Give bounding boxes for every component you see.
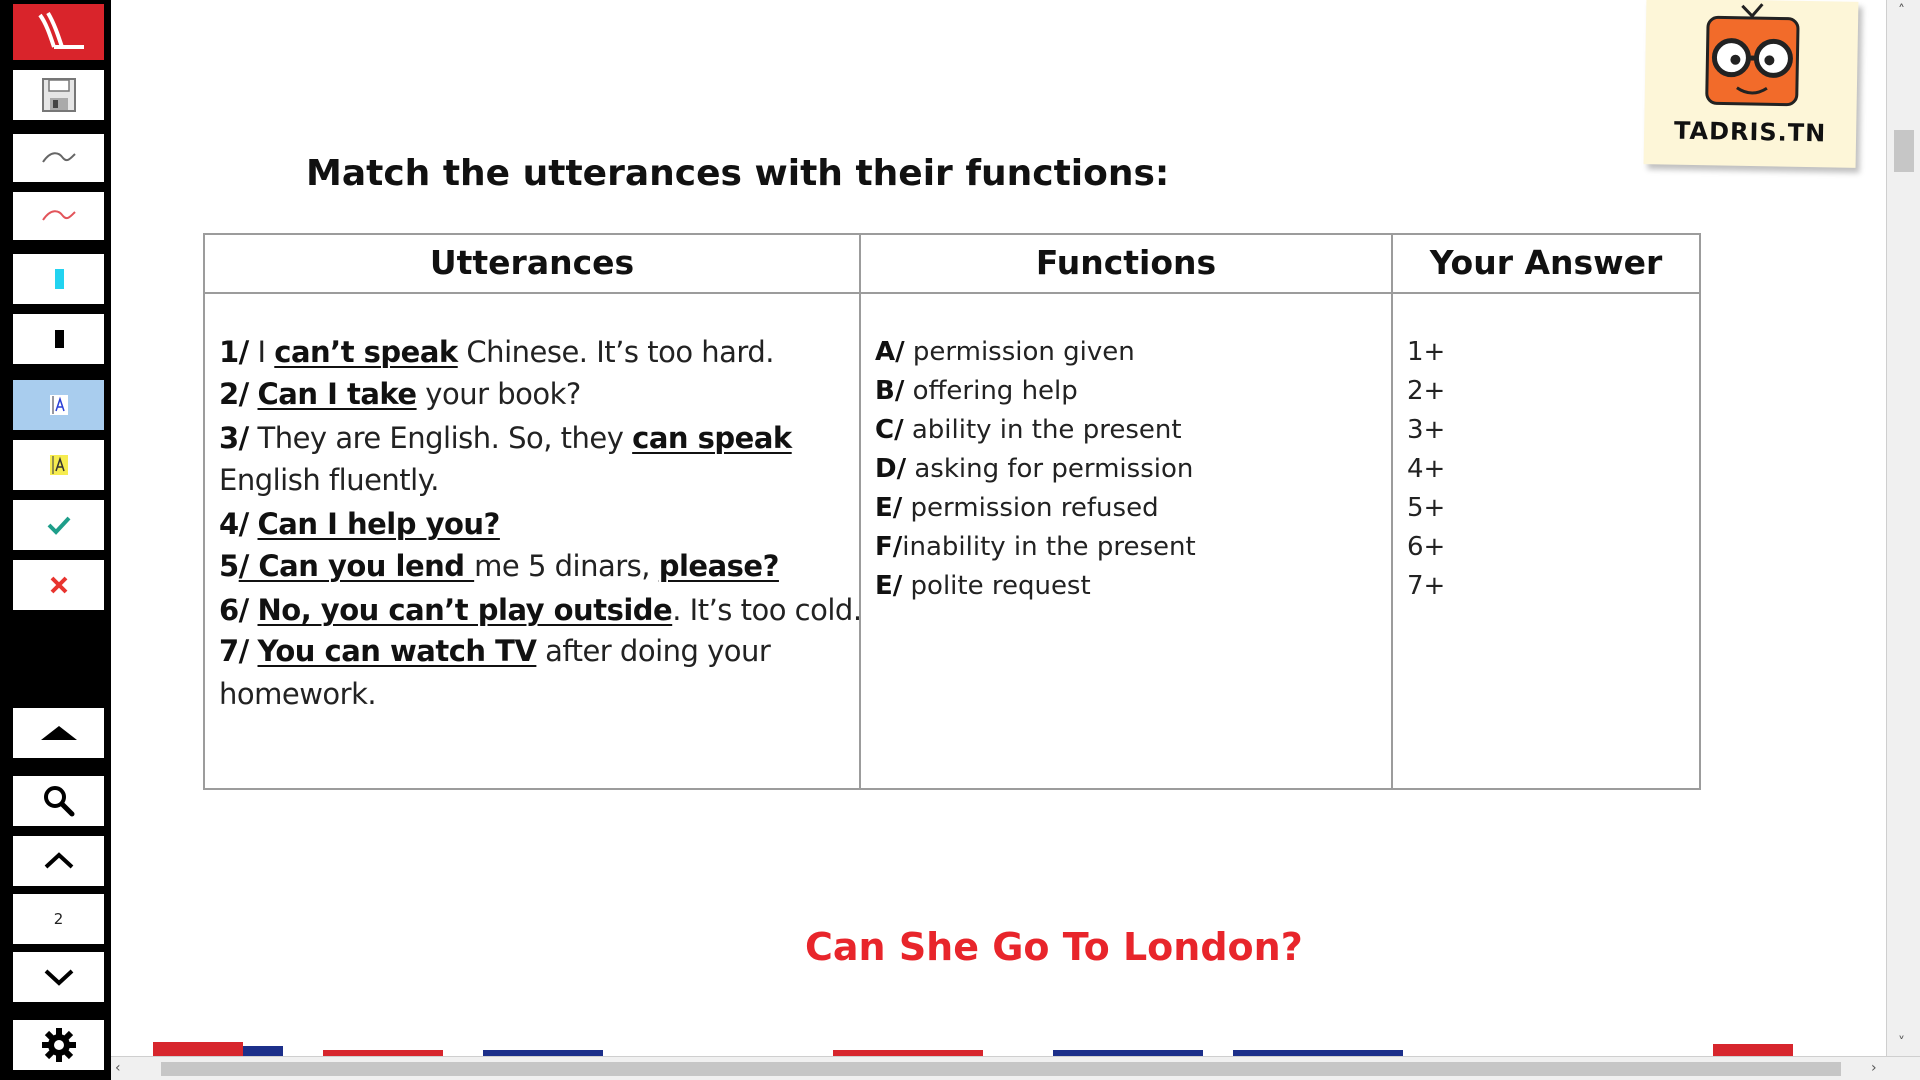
utterance-line [219, 634, 770, 668]
page-down-button[interactable] [13, 952, 104, 1002]
utterance-underlined: can’t speak [274, 335, 458, 369]
pdf-pen-icon [24, 9, 94, 55]
utterance-number: 4/ [219, 507, 249, 541]
pdf-pen-button[interactable] [13, 4, 104, 60]
marker-black-button[interactable] [13, 314, 104, 364]
utterance-text: I [248, 335, 275, 369]
utterance-text: me 5 dinars, [474, 549, 659, 583]
utterance-text [249, 377, 258, 411]
page-down-icon [42, 967, 76, 987]
utterance-underlined: No, you can’t play outside [257, 593, 673, 627]
utterance-line [219, 677, 376, 711]
text-blue-icon [47, 393, 71, 417]
utterance-underlined: can speak [632, 421, 792, 455]
logo-mascot-icon [1644, 0, 1858, 120]
function-letter: E/ [875, 493, 903, 523]
utterance-text [249, 593, 258, 627]
utterance-text: after doing your [536, 634, 771, 668]
scroll-top-icon [39, 723, 79, 743]
logo-text: TADRIS.TN [1673, 116, 1827, 148]
page-up-icon [42, 851, 76, 871]
page-up-button[interactable] [13, 836, 104, 886]
answer-slot[interactable]: 2+ [1407, 376, 1446, 406]
header-your-answer: Your Answer [1429, 243, 1663, 282]
answers-column [1393, 235, 1699, 788]
matching-table [203, 233, 1701, 790]
function-letter: B/ [875, 376, 905, 406]
function-text: polite request [902, 571, 1091, 601]
scroll-up-arrow-icon[interactable]: ˄ [1898, 3, 1905, 19]
search-icon [42, 784, 76, 818]
utterance-line [219, 549, 779, 583]
answer-slot[interactable]: 1+ [1407, 337, 1446, 367]
utterance-text: . It’s too cold. [672, 593, 862, 627]
text-yellow-button[interactable] [13, 440, 104, 490]
close-icon [48, 574, 70, 596]
flag-banner-image [153, 1036, 1793, 1056]
text-yellow-icon [47, 453, 71, 477]
answer-slot[interactable]: 3+ [1407, 415, 1446, 445]
utterance-text: homework. [219, 677, 377, 711]
answer-slot[interactable]: 6+ [1407, 532, 1446, 562]
utterance-number: 2/ [219, 377, 249, 411]
utterance-number: 7/ [219, 634, 249, 668]
settings-icon [40, 1026, 78, 1064]
function-text: permission given [904, 337, 1135, 367]
utterance-line [219, 463, 439, 497]
function-item [875, 493, 1159, 523]
function-text: inability in the present [902, 532, 1196, 562]
function-item [875, 337, 1135, 367]
search-button[interactable] [13, 776, 104, 826]
header-functions: Functions [1035, 243, 1217, 282]
vertical-scroll-thumb[interactable] [1894, 130, 1914, 172]
function-letter: A/ [875, 337, 905, 367]
horizontal-scrollbar[interactable] [111, 1056, 1920, 1080]
utterances-column [205, 235, 862, 788]
utterance-text: They are English. So, they [248, 421, 633, 455]
utterance-line [219, 593, 862, 627]
utterance-underlined: Can I help you? [257, 507, 500, 541]
save-button[interactable] [13, 70, 104, 120]
confirm-button[interactable] [13, 500, 104, 550]
utterance-line [219, 377, 581, 411]
section-subtitle: Can She Go To London? [805, 925, 1303, 969]
function-text: permission refused [902, 493, 1159, 523]
utterance-text: English fluently. [219, 463, 439, 497]
worksheet-title: Match the utterances with their functions: [306, 153, 1170, 194]
header-utterances: Utterances [429, 243, 635, 282]
function-item [875, 571, 1091, 601]
function-letter: C/ [875, 415, 904, 445]
utterance-text: Chinese. It’s too hard. [457, 335, 774, 369]
scroll-right-arrow-icon[interactable]: › [1871, 1060, 1877, 1076]
pen-gray-icon [39, 148, 79, 168]
utterance-underlined: please? [658, 549, 779, 583]
utterance-number: 1/ [219, 335, 249, 369]
save-icon [40, 76, 78, 114]
functions-column [861, 235, 1391, 788]
function-text: asking for permission [906, 454, 1194, 484]
pen-red-icon [39, 206, 79, 226]
utterance-text [249, 634, 258, 668]
highlighter-cyan-button[interactable] [13, 254, 104, 304]
utterance-text: your book? [416, 377, 581, 411]
utterance-text [249, 507, 258, 541]
answer-slot[interactable]: 7+ [1407, 571, 1446, 601]
check-icon [46, 514, 72, 536]
function-item [875, 454, 1193, 484]
utterance-line [219, 421, 792, 455]
function-item [875, 415, 1182, 445]
text-blue-button[interactable] [13, 380, 104, 430]
function-letter: E/ [875, 571, 903, 601]
utterance-number: 6/ [219, 593, 249, 627]
function-letter: F/ [875, 532, 903, 562]
document-page [111, 0, 1886, 1056]
scroll-top-button[interactable] [13, 708, 104, 758]
highlighter-cyan-icon [51, 267, 67, 291]
function-text: offering help [904, 376, 1078, 406]
page-number-label: 2 [53, 910, 64, 928]
function-letter: D/ [875, 454, 907, 484]
horizontal-scroll-thumb[interactable] [161, 1062, 1841, 1076]
pen-gray-button[interactable] [13, 134, 104, 182]
page-number[interactable] [13, 894, 104, 944]
pen-red-button[interactable] [13, 192, 104, 240]
annotation-toolbar [0, 0, 111, 1080]
function-item [875, 532, 1196, 562]
utterance-line [219, 335, 774, 369]
answer-slot[interactable]: 5+ [1407, 493, 1446, 523]
utterance-underlined: You can watch TV [257, 634, 537, 668]
scroll-down-arrow-icon[interactable]: ˅ [1898, 1035, 1905, 1051]
utterance-line [219, 507, 500, 541]
vertical-scrollbar[interactable] [1886, 0, 1920, 1056]
utterance-number: 5 [219, 549, 239, 583]
utterance-underlined: Can I take [257, 377, 417, 411]
marker-black-icon [51, 327, 67, 351]
settings-button[interactable] [13, 1020, 104, 1070]
cancel-button[interactable] [13, 560, 104, 610]
utterance-number: 3/ [219, 421, 249, 455]
scroll-left-arrow-icon[interactable]: ‹ [115, 1060, 121, 1076]
answer-slot[interactable]: 4+ [1407, 454, 1446, 484]
tadris-logo [1644, 0, 1859, 168]
function-text: ability in the present [903, 415, 1182, 445]
utterance-underlined: / Can you lend [238, 549, 475, 583]
function-item [875, 376, 1078, 406]
